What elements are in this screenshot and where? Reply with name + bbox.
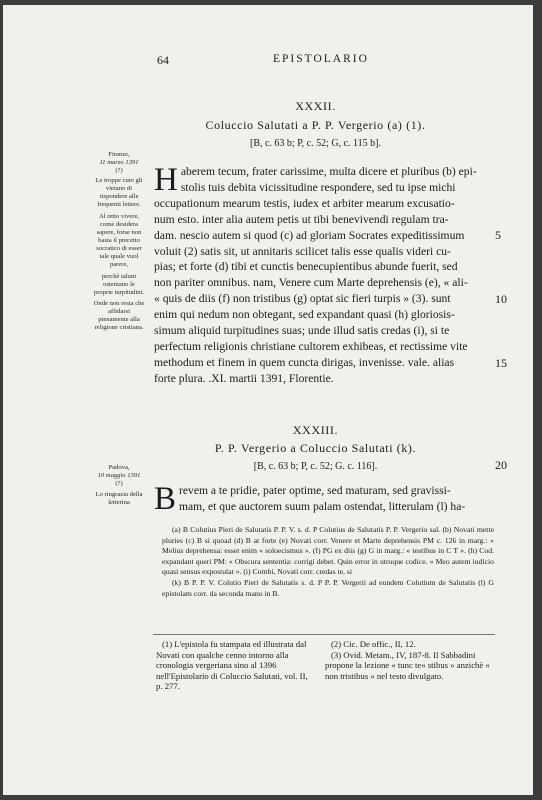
book-page xyxy=(3,5,533,795)
page-header xyxy=(3,53,533,69)
footnote: (3) Ovid. Metam., IV, 187-8. Il Sabbadini propone la lezione « tunc te« stibus » anzichè « non tristibus » nel testo divulgato. xyxy=(325,649,490,681)
line-number: 5 xyxy=(495,228,501,242)
text-line: stolis tuis debita vicissitudine respondere, sed tu ipse michi xyxy=(180,180,456,194)
letter-title: P. P. Vergerio a Coluccio Salutati (k). xyxy=(214,441,417,455)
text-line: simum aliquid turpitudines suas; unde illud satis credas (i), si te xyxy=(154,324,450,338)
margin-note: Lo ringrazia della letterina xyxy=(95,491,143,506)
margin-place: Firenze, xyxy=(108,151,130,158)
text-line: voluit (2) satis sit, ut annitaris scilicet talis esse qualis videri cu- xyxy=(154,244,451,258)
running-head: EPISTOLARIO xyxy=(273,53,369,65)
margin-date xyxy=(93,464,145,488)
apparatus-entry: (a) B Colutius Pieri de Salutatis P. P. V. s. d. P Colutius de Salutatis P. P. Vergerio sal. (b) Novati mette pluries (c) B si quoad (d) B at forte (e) Novati corr. Venere et Marte deprehensis PM c. 126 in marg.: « Melius deprehensa: esset enim « soloecismus ». (f) PG ex diis (g) G in marg.: « testibus in C T ». (h) Cod. expandant queri PM: « Obscura sententia: corrigi debet. Quin error in utroque codice. « Meo autem iudicio quasi sensus expostulat ». (i) Combi, Novati corr. credas te, si xyxy=(162,525,494,577)
margin-query: (?) xyxy=(115,480,123,487)
drop-cap: B xyxy=(154,481,177,517)
line-number: 10 xyxy=(495,292,507,306)
margin-note: Onde non resta che affidarsi pienamente alla religione cristiana. xyxy=(93,300,145,331)
text-line: enim qui nedum non obtegant, sed expandant quasi (h) gloriosis- xyxy=(154,308,455,322)
text-line: dam. nescio autem si quod (c) ad gloriam Socrates expeditissimum xyxy=(154,228,465,242)
letter-body xyxy=(154,483,494,515)
text-line: mam, et que auctorem suum palam ostendat, litterulam (l) ha- xyxy=(179,499,466,513)
critical-apparatus xyxy=(162,525,494,599)
text-line: num esto. inter alia autem petis ut tibi benevivendi regulam tra- xyxy=(154,212,449,226)
footnote: (1) L'epistola fu stampata ed illustrata dal Novati con qualche cenno intorno alla cronologia vergeriana sino al 1396 nell'Epistolario di Coluccio Salutati, vol. II, p. 277. xyxy=(156,639,308,692)
apparatus-entry: (k) B P. P. V. Colutio Pieri de Salutatis s. d. P P. P. Vergerii ad eundem Colutium de Salutatis (l) G epistolam corr. da seconda mano in B. xyxy=(162,577,494,598)
footnotes-left xyxy=(156,639,316,692)
margin-day: 10 maggio 1391 xyxy=(97,472,141,479)
margin-place: Padova, xyxy=(108,464,130,471)
text-line: revem a te pridie, pater optime, sed maturam, sed gravissi- xyxy=(179,484,451,497)
letter-number: XXXII. xyxy=(295,99,336,113)
margin-query: (?) xyxy=(115,167,123,174)
page-number: 64 xyxy=(157,53,169,67)
line-number: 20 xyxy=(495,458,507,472)
text-line: aberem tecum, frater carissime, multa dicere et pluribus (b) epi- xyxy=(180,165,477,178)
text-line: perfectum religionis christiane cultorem exhibeas, et rectissime vite xyxy=(154,339,468,353)
text-line: forte plura. .XI. martii 1391, Florentie. xyxy=(154,371,334,385)
line-number: 15 xyxy=(495,356,507,370)
footnotes-right xyxy=(325,639,493,681)
text-line: methodum et finem in quem cuncta dirigas, invenisse. vale. alias xyxy=(154,355,455,369)
text-line: occupationum mearum testis, iudex et arbiter mearum excusatio- xyxy=(154,196,455,210)
letter-title: Coluccio Salutati a P. P. Vergerio (a) (1). xyxy=(205,118,426,132)
footnote: (2) Cic. De offic., II, 12. xyxy=(331,639,416,649)
letter-source: [B, c. 63 b; P, c. 52; G, c. 115 b]. xyxy=(249,138,381,149)
footnote-divider xyxy=(153,634,495,635)
letter-source: [B, c. 63 b; P, c. 52; G. c. 116]. xyxy=(253,461,378,472)
margin-note: Al retto vivere, come desidera sapere, forse non basta il precetto socratico di esser tale quale vuol parere, xyxy=(96,213,142,268)
letter-number: XXXIII. xyxy=(292,423,339,437)
drop-cap: H xyxy=(154,162,178,198)
margin-date xyxy=(93,151,145,175)
margin-note: Le troppe cure gli vietano di rispondere alle frequenti lettere. xyxy=(95,177,143,208)
margin-day: 11 marzo 1391 xyxy=(99,159,139,166)
letter-body xyxy=(154,164,494,387)
text-line: « quis de diis (f) non tristibus (g) optat sic fieri turpis » (3). sunt xyxy=(154,292,451,306)
margin-note: perchè taluni ostentano le proprie turpitudini. xyxy=(93,273,145,296)
text-line: pias; et forte (d) tibi et cunctis benecupientibus abunde fuerit, sed xyxy=(154,260,458,274)
text-line: non pariter omnibus. nam, Venere cum Marte deprehensis (e), « ali- xyxy=(154,276,468,290)
